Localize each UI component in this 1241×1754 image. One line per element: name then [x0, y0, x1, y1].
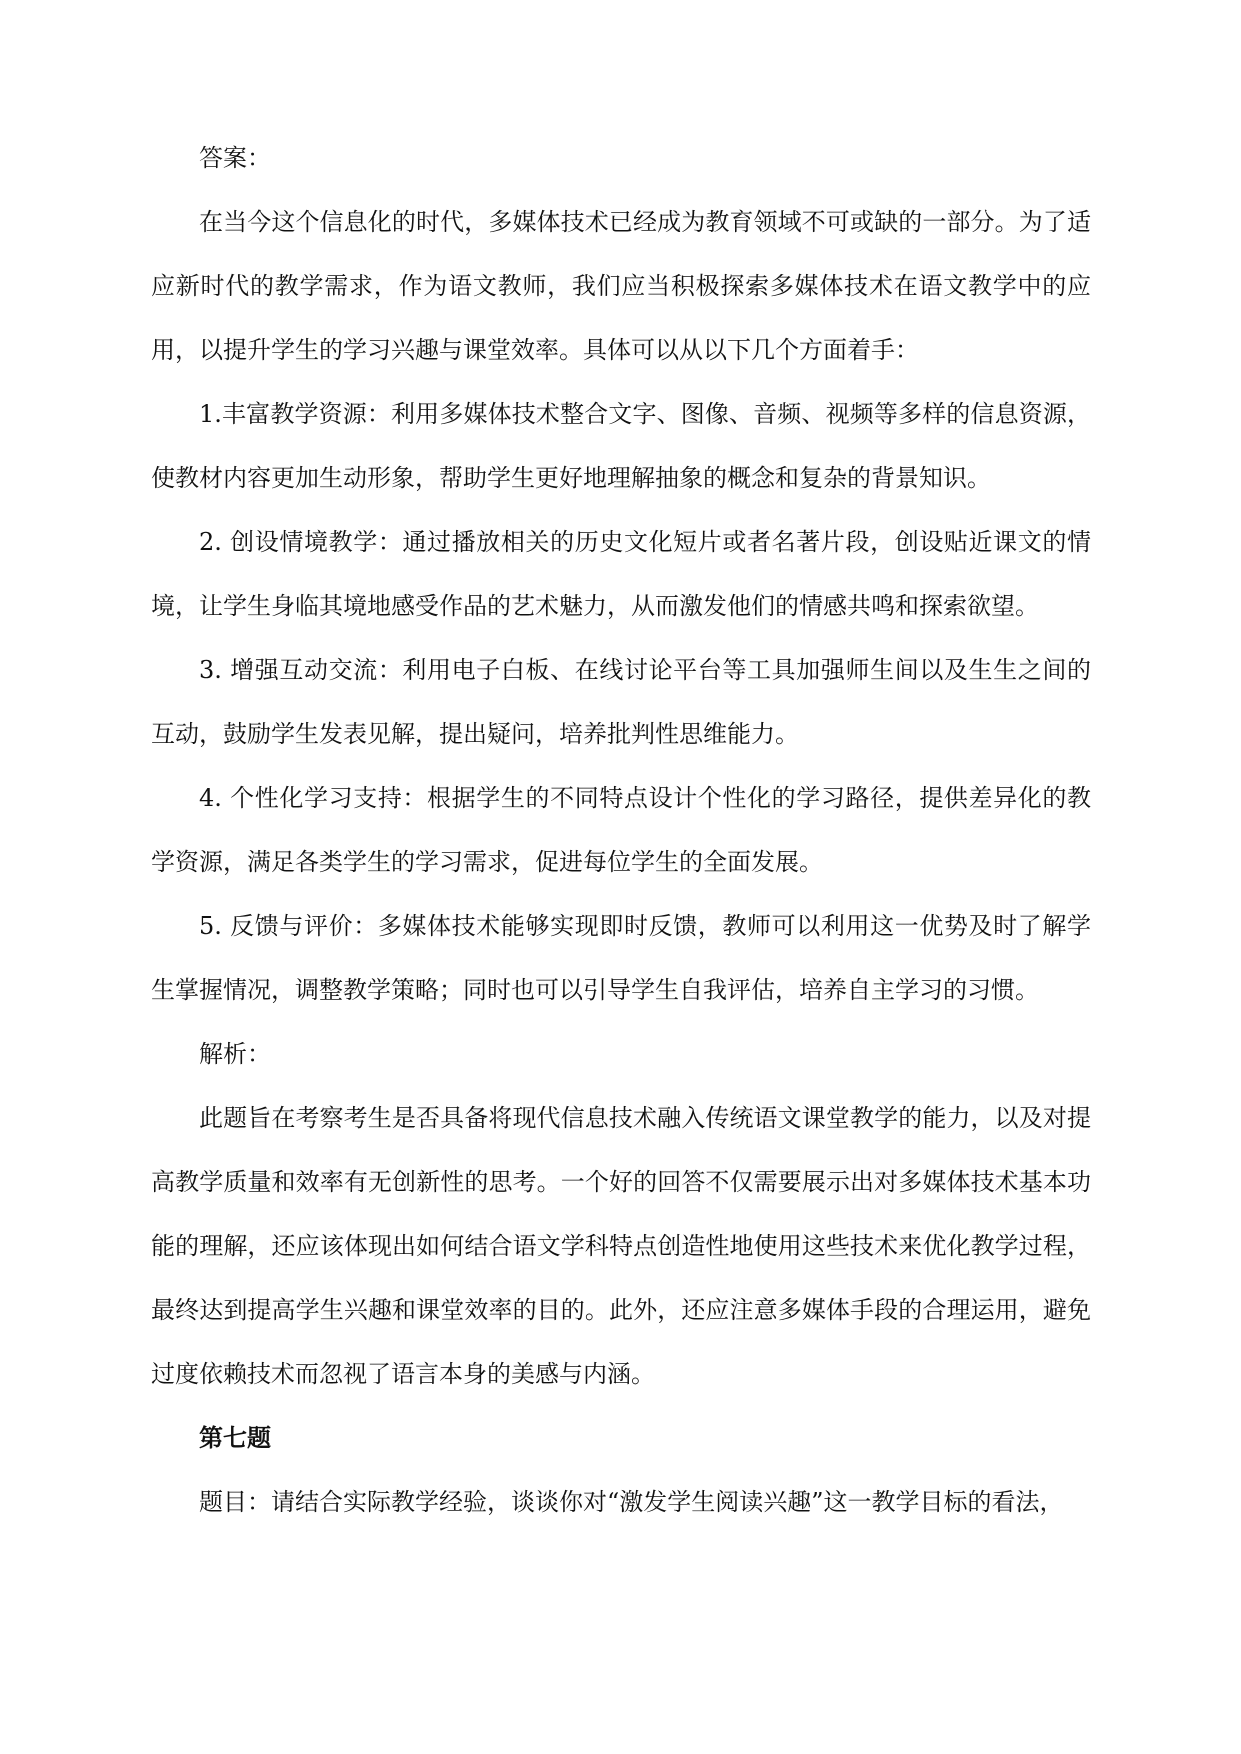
- question-7-prompt: 题目：请结合实际教学经验，谈谈你对“激发学生阅读兴趣”这一教学目标的看法，: [199, 1488, 1064, 1516]
- answer-point-5: 5. 反馈与评价：多媒体技术能够实现即时反馈，教师可以利用这一优势及时了解学生掌握情况，调整教学策略；同时也可以引导学生自我评估，培养自主学习的习惯。: [151, 912, 1091, 1004]
- analysis-heading: 解析：: [199, 1040, 271, 1068]
- answer-heading: 答案：: [199, 144, 271, 172]
- answer-point-1: 1.丰富教学资源：利用多媒体技术整合文字、图像、音频、视频等多样的信息资源，使教材内容更加生动形象，帮助学生更好地理解抽象的概念和复杂的背景知识。: [151, 400, 1091, 492]
- analysis-paragraph: 此题旨在考察考生是否具备将现代信息技术融入传统语文课堂教学的能力，以及对提高教学质量和效率有无创新性的思考。一个好的回答不仅需要展示出对多媒体技术基本功能的理解，还应该体现出如何结合语文学科特点创造性地使用这些技术来优化教学过程，最终达到提高学生兴趣和课堂效率的目的。此外，还应注意多媒体手段的合理运用，避免过度依赖技术而忽视了语言本身的美感与内涵。: [151, 1104, 1091, 1388]
- answer-point-3: 3. 增强互动交流：利用电子白板、在线讨论平台等工具加强师生间以及生生之间的互动，鼓励学生发表见解，提出疑问，培养批判性思维能力。: [151, 656, 1091, 748]
- question-7-heading: 第七题: [199, 1423, 271, 1452]
- answer-point-2: 2. 创设情境教学：通过播放相关的历史文化短片或者名著片段，创设贴近课文的情境，让学生身临其境地感受作品的艺术魅力，从而激发他们的情感共鸣和探索欲望。: [151, 528, 1091, 620]
- answer-intro-paragraph: 在当今这个信息化的时代，多媒体技术已经成为教育领域不可或缺的一部分。为了适应新时代的教学需求，作为语文教师，我们应当积极探索多媒体技术在语文教学中的应用，以提升学生的学习兴趣与课堂效率。具体可以从以下几个方面着手：: [151, 208, 1091, 364]
- document-body: [151, 126, 1091, 1534]
- answer-point-4: 4. 个性化学习支持：根据学生的不同特点设计个性化的学习路径，提供差异化的教学资源，满足各类学生的学习需求，促进每位学生的全面发展。: [151, 784, 1091, 876]
